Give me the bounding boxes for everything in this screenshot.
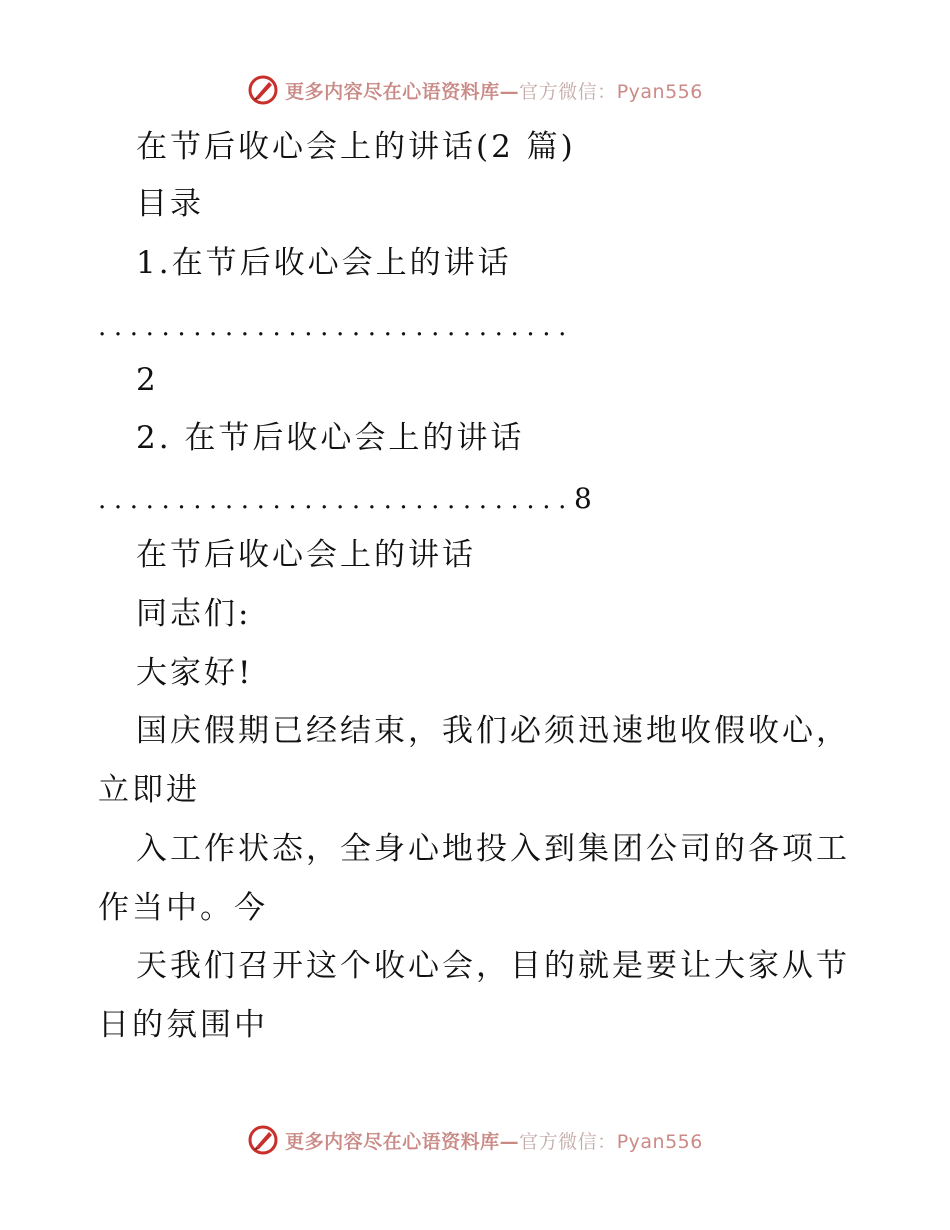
pen-logo-icon (247, 74, 279, 106)
greeting: 大家好! (136, 655, 254, 691)
toc-entry-2-page: 8 (573, 482, 592, 515)
toc-entry-1-page: 2 (136, 362, 159, 398)
toc-entry-2-row (98, 484, 592, 515)
toc-heading: 目录 (136, 186, 204, 222)
body-line: 作当中。今 (98, 890, 268, 926)
toc-entry-2-label: 2. 在节后收心会上的讲话 (136, 420, 525, 456)
footer-watermark (0, 1120, 950, 1160)
watermark-text: 更多内容尽在心语资料库—官方微信：Pyan556 (285, 80, 703, 103)
pen-logo-icon (247, 1124, 279, 1156)
header-watermark (0, 70, 950, 110)
salutation: 同志们: (136, 596, 252, 632)
body-line: 日的氛围中 (98, 1007, 268, 1043)
section-title: 在节后收心会上的讲话 (136, 537, 476, 573)
body-line: 天我们召开这个收心会，目的就是要让大家从节 (136, 948, 850, 984)
toc-entry-2-leader: .............................. (98, 485, 574, 515)
toc-entry-1-label: 1.在节后收心会上的讲话 (136, 245, 512, 281)
body-line: 入工作状态，全身心地投入到集团公司的各项工 (136, 831, 850, 867)
body-line: 国庆假期已经结束，我们必须迅速地收假收心， (136, 713, 850, 749)
watermark-text: 更多内容尽在心语资料库—官方微信：Pyan556 (285, 1130, 703, 1153)
body-line: 立即进 (98, 772, 200, 808)
document-title: 在节后收心会上的讲话(2 篇) (136, 129, 576, 165)
toc-entry-1-leader: .............................. (98, 312, 574, 342)
